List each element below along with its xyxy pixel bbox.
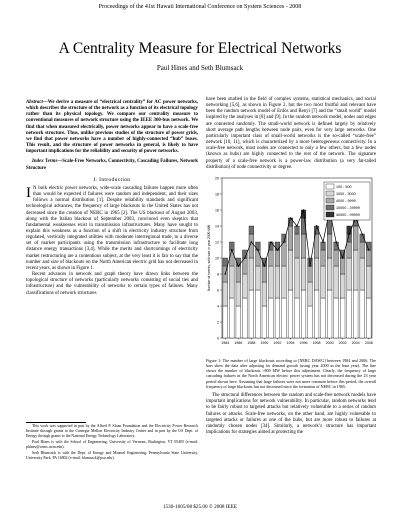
right-paragraph-2: The structural differences between the random and scale-free network models have important implications for network vulnerability. In particular, random networks tend to be fairly robust to targeted attacks but relatively vulnerable to a series of random failures or attacks. Scale-free networks, on the other hand, are highly vulnerable to targeted attacks or failures at one of the hubs, but are more robust to failures at randomly chosen nodes [34]. Similarly, a network’s structure has important implications for strategies aimed at protecting the xyxy=(206,393,376,436)
bar-segment xyxy=(327,258,332,290)
bar-segment xyxy=(249,258,254,290)
bar-segment xyxy=(295,298,300,338)
x-tick-label: 2004 xyxy=(351,340,360,345)
bar-segment xyxy=(288,290,293,338)
bar-segment xyxy=(366,250,371,266)
y-tick-label: 14 xyxy=(215,224,219,229)
bar-segment xyxy=(288,250,293,290)
line-point xyxy=(251,241,253,243)
x-tick-label: 2006 xyxy=(364,340,373,345)
legend-label: 100 - 500 xyxy=(336,184,352,189)
bar-segment xyxy=(366,266,371,298)
bar-segment xyxy=(295,234,300,258)
bar-segment xyxy=(353,250,358,290)
bar-segment xyxy=(256,242,261,250)
bar-segment xyxy=(242,298,247,338)
bar-segment xyxy=(275,250,280,266)
bar-segment xyxy=(269,250,274,266)
legend-swatch xyxy=(326,198,334,203)
x-tick-label: 1990 xyxy=(260,340,269,345)
legend-swatch xyxy=(326,212,334,217)
bar-segment xyxy=(295,226,300,234)
line-point xyxy=(342,257,344,259)
y-tick-label: 0 xyxy=(217,336,219,341)
line-point xyxy=(231,249,233,251)
y-tick-label: 18 xyxy=(215,192,219,197)
bar-segment xyxy=(360,242,365,258)
bar-segment xyxy=(262,266,267,282)
line-point xyxy=(322,241,324,243)
bar-segment xyxy=(275,242,280,250)
y-tick-label: 4 xyxy=(217,304,219,309)
bar-segment xyxy=(282,298,287,338)
abstract-text: —We derive a measure of “electrical centrality” for AC power networks, which describes the structure of the network as a function of its electrical topology rather than its physical topology. We compare our centrality measure to conventional measures of network structure using the IEEE 300-bus network. We find that when measured electrically, power networks appear to have a scale-free network structure. Thus, unlike previous studies of the structure of power grids, we find that power networks have a number of highly-connected “hub” buses. This result, and the structure of power networks in general, is likely to have important implications for the reliability and security of power networks. xyxy=(26,100,198,155)
bar-segment xyxy=(236,306,241,338)
bar-segment xyxy=(347,258,352,290)
bar-segment xyxy=(223,258,228,266)
y-tick-label: 6 xyxy=(217,288,219,293)
bar-segment xyxy=(327,290,332,338)
bar-segment xyxy=(334,298,339,338)
y-tick-label: 20 xyxy=(215,176,219,181)
bar-segment xyxy=(249,226,254,234)
x-tick-label: 1994 xyxy=(286,340,295,345)
bar-segment xyxy=(295,258,300,298)
bar-segment xyxy=(301,290,306,338)
footnote-author-2: Seth Blumsack is with the Dept. of Energy and Mineral Engineering, Pennsylvania State University, University Park, PA 16802 (e-mail: blumsack@psu.edu). xyxy=(26,451,198,461)
x-tick-label: 1984 xyxy=(221,340,230,345)
bar-segment xyxy=(308,306,313,338)
line-point xyxy=(244,257,246,259)
bar-segment xyxy=(282,266,287,298)
bar-segment xyxy=(327,234,332,258)
intro-paragraph-1-text: N bulk electric power networks, wide-scale cascading failures happen more often than would be expected if failures were random and independent, and their sizes follows a normal distribution [1]. Despite reliability standards and significant technological advances, the frequency of large blackouts in the United States has not decreased since the creation of NERC in 1965 [2]. The US blackout of August 2003, along with the Italian blackout of September 2003, convinced even skeptics that fundamental weaknesses exist in transmission infrastructures. Many have sought to explain this weakness as a function of a shift in electricity industry structure from regulated, vertically integrated utilities with moderate interregional trade, to a diverse set of market participants using the transmission infrastructure to facilitate long distance energy transactions [3,4]. While the merits and shortcomings of electricity market restructuring are a contentious subject, at the very least it is fair to say that the number and size of blackouts on the North American electric grid has not decreased in recent years, as shown in Figure 1. xyxy=(26,185,198,271)
bar-segment xyxy=(308,266,313,282)
bar-segment xyxy=(340,274,345,298)
legend-label: 4000 - 9999 xyxy=(336,198,356,203)
line-point xyxy=(303,209,305,211)
legend-label: 10000 - 39999 xyxy=(336,205,360,210)
y-tick-label: 2 xyxy=(217,320,219,325)
abstract-label: Abstract xyxy=(26,100,43,105)
bar-segment xyxy=(223,306,228,338)
x-tick-label: 1992 xyxy=(273,340,282,345)
bar-segment xyxy=(360,258,365,290)
index-terms-text: —Scale-Free Networks, Connectivity, Cascading Failures, Network Structure xyxy=(26,159,198,171)
bar-segment xyxy=(321,250,326,266)
bar-segment xyxy=(340,298,345,338)
x-tick-label: 1998 xyxy=(312,340,321,345)
legend-swatch xyxy=(326,205,334,210)
bar-segment xyxy=(256,250,261,266)
section-heading-introduction: I. Introduction xyxy=(93,176,131,183)
line-point xyxy=(238,265,240,267)
y-axis-label: Number of events, with size in year 2000 MW xyxy=(207,224,211,292)
footnote-rule xyxy=(26,422,86,423)
line-point xyxy=(264,265,266,267)
drop-cap: I xyxy=(26,184,31,201)
bar-segment xyxy=(347,290,352,338)
line-point xyxy=(290,217,292,219)
bar-segment xyxy=(321,266,326,298)
bar-segment xyxy=(347,242,352,258)
left-column xyxy=(26,100,198,297)
bar-segment xyxy=(262,306,267,338)
bar-segment xyxy=(340,258,345,274)
line-point xyxy=(270,241,272,243)
right-paragraph-1: have been studied in the field of complex systems, statistical mechanics, and social networking [5,6], as shown in Figure 2, but the two most fruitful and relevant have been the random network model of Erdös and Renyi [7] and the “small world” model inspired by the analyses in [8] and [9]. In the random network model, nodes and edges are connected randomly. The small-world network is defined largely by relatively short average path lengths between node pairs, even for very large networks. One particularly important class of small-world networks is the so-called “scale-free” network [10, 11], which is characterized by a more heterogeneous connectivity. In a scale-free network, most nodes are connected to only a few others, but a few nodes (known as hubs) are highly connected to the rest of the network. The signature property of a scale-free network is a power-law distribution (a very fat-tailed distribution) of node connectivity or degree. xyxy=(206,97,376,170)
bar-segment xyxy=(314,290,319,338)
bar-segment xyxy=(366,298,371,338)
footnote-author-1: Paul Hines is with the School of Engineering, University of Vermont, Burlington, VT 05405 (e-mail: phines@cems.uvm.edu). xyxy=(26,440,198,450)
line-point xyxy=(361,233,363,235)
figure-1 xyxy=(206,174,376,356)
abstract xyxy=(26,100,198,155)
line-point xyxy=(224,273,226,275)
line-point xyxy=(316,225,318,227)
paper-title: A Centrality Measure for Electrical Networks xyxy=(58,40,342,57)
bar-segment xyxy=(301,234,306,258)
bar-segment xyxy=(321,298,326,338)
bar-segment xyxy=(229,298,234,338)
y-tick-label: 16 xyxy=(215,208,219,213)
line-point xyxy=(283,241,285,243)
index-terms xyxy=(26,159,198,171)
legend-swatch xyxy=(326,184,334,189)
x-tick-label: 2000 xyxy=(325,340,334,345)
bar-segment xyxy=(275,298,280,338)
bar-segment xyxy=(308,282,313,306)
bar-segment xyxy=(327,218,332,234)
right-column xyxy=(206,97,376,436)
bar-segment xyxy=(236,282,241,306)
bar-segment xyxy=(269,298,274,338)
bar-segment xyxy=(256,266,261,290)
bar-segment xyxy=(282,242,287,266)
running-head: Proceedings of the 41st Hawaii International Conference on System Sciences - 2008 xyxy=(98,4,302,10)
legend-label: 40000 - 99999 xyxy=(336,212,360,217)
bar-segment xyxy=(262,282,267,306)
blackout-chart xyxy=(206,174,376,356)
bar-segment xyxy=(314,258,319,290)
bar-segment xyxy=(269,266,274,298)
line-point xyxy=(368,249,370,251)
x-tick-label: 1988 xyxy=(247,340,256,345)
bar-segment xyxy=(353,290,358,338)
intro-paragraph-2: Recent advances in network and graph theory have drawn links between the topological structure of networks (particularly networks consisting of social ties and infrastructure) and the vulnerability of networks to certain types of failures. Many classifications of network structures xyxy=(26,272,198,296)
bar-segment xyxy=(334,266,339,298)
bar-segment xyxy=(236,266,241,282)
y-tick-label: 12 xyxy=(215,240,219,245)
x-tick-label: 1996 xyxy=(299,340,308,345)
bar-segment xyxy=(242,274,247,298)
y-tick-label: 10 xyxy=(215,256,219,261)
paper-authors: Paul Hines and Seth Blumsack xyxy=(156,64,244,72)
bar-segment xyxy=(229,250,234,266)
x-tick-label: 1986 xyxy=(234,340,243,345)
line-point xyxy=(296,225,298,227)
bar-segment xyxy=(223,282,228,306)
line-point xyxy=(335,241,337,243)
bar-segment xyxy=(275,266,280,298)
bar-segment xyxy=(334,250,339,266)
legend-label: 1000 - 3000 xyxy=(336,191,356,196)
bar-segment xyxy=(229,242,234,250)
x-tick-label: 2002 xyxy=(338,340,347,345)
line-point xyxy=(277,249,279,251)
intro-paragraph-1 xyxy=(26,186,198,272)
figure-1-caption: Figure 1: The number of large blackouts according to [NERC DAWG] between 1984 and 2006. The bars show the data after adjusting for demand growth (using year 2000 as the base year). The line shows the number of blackouts >800 MW before this adjustment. Clearly, the frequency of large cascading failures in the North American electric power system has not decreased during the 23 year period shown here. Assuming that large failures were not more common before this period, the overall frequency of large blackouts has not decreased since the formation of NERC in 1965. xyxy=(206,357,376,389)
index-terms-label: Index Terms xyxy=(32,159,58,165)
footnote-funding: This work was supported in part by the Alfred P. Sloan Foundation and the Electricity Power Research Institute through grants to the Carnegie Mellon Electricity Industry Center and in part by the US Dept. of Energy through grants to the National Energy Technology Laboratory. xyxy=(26,424,198,439)
bar-segment xyxy=(249,290,254,338)
bar-segment xyxy=(256,290,261,338)
bar-segment xyxy=(229,266,234,298)
bar-segment xyxy=(353,226,358,250)
bar-segment xyxy=(360,290,365,338)
line-point xyxy=(257,249,259,251)
bar-segment xyxy=(301,258,306,290)
bar-segment xyxy=(288,226,293,250)
line-point xyxy=(348,233,350,235)
page-footer: 1530-1605/08 $25.00 © 2008 IEEE xyxy=(162,504,238,510)
bar-segment xyxy=(321,242,326,250)
line-point xyxy=(309,265,311,267)
y-tick-label: 8 xyxy=(217,272,219,277)
legend-swatch xyxy=(326,191,334,196)
footnotes xyxy=(26,424,198,462)
